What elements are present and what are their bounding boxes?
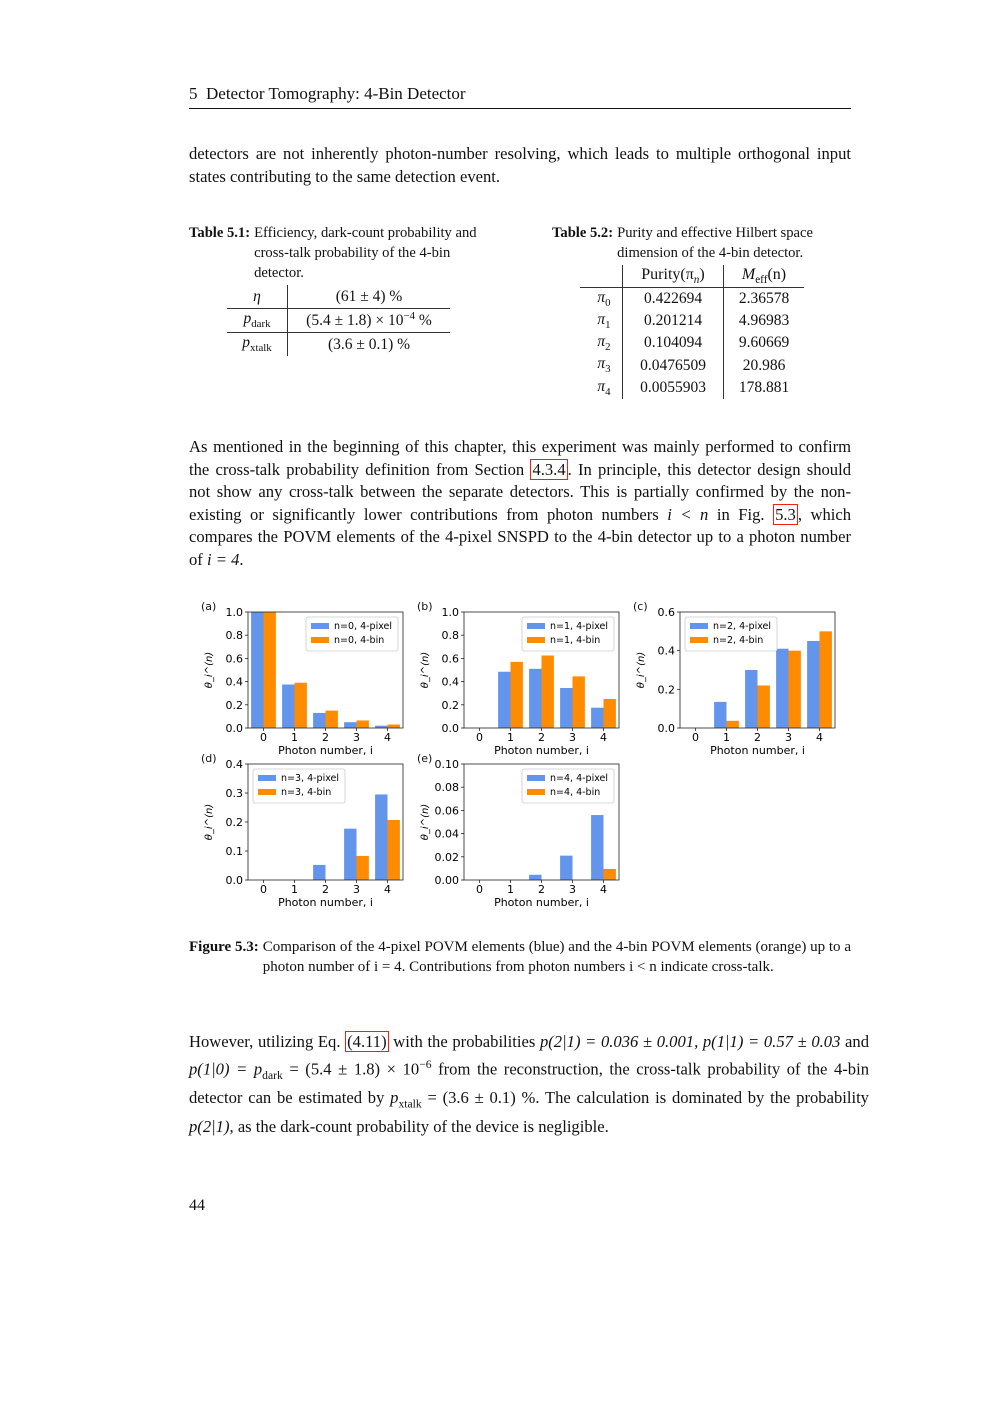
- symbol: π: [597, 311, 606, 329]
- y-tick-label: 0.2: [225, 698, 243, 712]
- equation-link[interactable]: (4.11): [347, 1032, 387, 1051]
- legend-swatch: [527, 623, 545, 629]
- x-tick-label: 1: [507, 731, 514, 744]
- y-tick-label: 0.8: [441, 629, 459, 643]
- subscript: dark: [251, 318, 271, 331]
- x-axis-label: Photon number, i: [278, 744, 373, 757]
- y-tick-label: 0.2: [225, 816, 243, 829]
- x-tick-label: 1: [291, 731, 298, 744]
- y-axis-label: θ_i^(n): [204, 803, 215, 841]
- math-sup: −6: [419, 1057, 432, 1071]
- table-label: Table 5.1:: [189, 225, 251, 241]
- bar-4-pixel: [529, 669, 541, 728]
- math: p: [390, 1088, 399, 1108]
- legend-label: n=4, 4-pixel: [550, 773, 609, 784]
- subscript: 4: [605, 385, 611, 398]
- x-tick-label: 0: [692, 731, 699, 744]
- table-row: [580, 310, 804, 332]
- x-tick-label: 0: [476, 883, 483, 896]
- y-tick-label: 0.6: [441, 652, 459, 666]
- meff-value: 20.986: [742, 356, 786, 374]
- math: i < n: [667, 504, 709, 524]
- bar-4-bin: [388, 725, 400, 728]
- y-axis-label: θ_i^(n): [420, 803, 431, 841]
- bar-4-pixel: [591, 708, 603, 728]
- text: and: [840, 1032, 870, 1051]
- panel-label: (e): [417, 752, 433, 765]
- legend-label: n=0, 4-bin: [334, 635, 385, 646]
- row-symbol: [580, 377, 623, 399]
- header-sub: n: [693, 274, 700, 287]
- x-tick-label: 0: [260, 883, 267, 896]
- math: i = 4: [206, 549, 240, 569]
- x-tick-label: 4: [600, 731, 607, 744]
- x-tick-label: 2: [754, 731, 761, 744]
- table-row: [227, 333, 450, 357]
- panel-label: (d): [201, 752, 217, 765]
- bar-chart: [193, 598, 413, 764]
- header-text: (n): [767, 266, 787, 283]
- bar-4-pixel: [344, 829, 356, 880]
- row-symbol: [580, 332, 623, 354]
- x-tick-label: 1: [507, 883, 514, 896]
- header-sub: eff: [755, 274, 768, 287]
- x-axis-label: Photon number, i: [710, 744, 805, 757]
- bar-4-pixel: [313, 865, 325, 880]
- bar-4-bin: [573, 676, 585, 728]
- plot-area: [636, 606, 835, 757]
- math: p(2|1): [189, 1116, 230, 1136]
- y-tick-label: 0.06: [434, 804, 459, 818]
- unit: %: [415, 312, 432, 330]
- table-5-1: [189, 223, 489, 356]
- x-tick-label: 4: [384, 731, 391, 744]
- header-purity: [623, 265, 724, 288]
- value-text: (5.4 ± 1.8) × 10: [306, 312, 404, 330]
- legend: [685, 617, 777, 651]
- table-row: [580, 354, 804, 376]
- meff-value: 178.881: [738, 378, 790, 396]
- bar-4-pixel: [282, 685, 294, 729]
- value: [288, 309, 451, 333]
- header-text: ): [699, 266, 705, 283]
- x-tick-label: 1: [723, 731, 730, 744]
- bar-4-pixel: [776, 649, 788, 728]
- text: in Fig.: [708, 504, 774, 524]
- y-tick-label: 0.0: [657, 722, 675, 735]
- y-tick-label: 0.08: [434, 781, 459, 795]
- page-number: 44: [189, 1197, 205, 1214]
- legend-label: n=3, 4-bin: [281, 787, 332, 798]
- x-tick-label: 1: [291, 883, 298, 896]
- bar-4-pixel: [714, 702, 726, 728]
- running-header: [189, 84, 851, 109]
- legend-label: n=0, 4-pixel: [334, 621, 393, 632]
- bar-4-pixel: [807, 641, 819, 728]
- bar-chart: [409, 598, 629, 764]
- subscript: xtalk: [250, 342, 272, 355]
- chapter-number: 5: [189, 84, 198, 103]
- legend-label: n=1, 4-pixel: [550, 621, 609, 632]
- bar-4-pixel: [375, 794, 387, 880]
- legend-label: n=4, 4-bin: [550, 787, 601, 798]
- subscript: 0: [605, 297, 611, 310]
- legend-swatch: [527, 775, 545, 781]
- legend-label: n=3, 4-pixel: [281, 773, 340, 784]
- text: . In principle, this detector design should not show any cross-talk between the separate detectors. This is partially confirmed by the non-existing or significantly lower contributions from photon numbers: [189, 459, 851, 524]
- row-symbol: [580, 354, 623, 376]
- y-tick-label: 0.0: [441, 722, 459, 735]
- text: , which compares the POVM elements of the 4-pixel SNSPD to the 4-bin detector up to a photon number of: [189, 504, 852, 569]
- plot-area: [420, 606, 619, 757]
- symbol: p: [242, 334, 251, 352]
- table-row: [580, 332, 804, 354]
- y-tick-label: 0.6: [225, 652, 243, 666]
- y-tick-label: 0.4: [225, 675, 243, 689]
- legend-label: n=1, 4-bin: [550, 635, 601, 646]
- bar-4-bin: [357, 720, 369, 728]
- x-tick-label: 4: [384, 883, 391, 896]
- legend-swatch: [690, 637, 708, 643]
- math: p(1|0) = p: [189, 1059, 263, 1079]
- math: p(2|1) = 0.036 ± 0.001, p(1|1) = 0.57 ± 0.03: [539, 1032, 841, 1051]
- plot-area: [204, 758, 403, 909]
- symbol: π: [597, 355, 606, 373]
- legend-swatch: [311, 623, 329, 629]
- y-tick-label: 0.0: [225, 722, 243, 735]
- section-link[interactable]: 4.3.4: [532, 459, 566, 479]
- legend: [253, 769, 345, 803]
- bar-4-pixel: [498, 672, 510, 728]
- purity-value: 0.0055903: [623, 377, 724, 399]
- text: from the reconstruction, the cross-talk probability of the 4-bin detector can be estimated by: [189, 1059, 870, 1108]
- bar-4-bin: [789, 651, 801, 728]
- y-tick-label: 0.02: [434, 850, 459, 864]
- x-tick-label: 3: [353, 731, 360, 744]
- text: .: [239, 549, 244, 569]
- panel-label: (c): [633, 600, 648, 613]
- bar-chart: [409, 750, 629, 916]
- table-caption: Efficiency, dark-count probability and cross-talk probability of the 4-bin detector.: [254, 225, 477, 281]
- meff-value: 4.96983: [738, 312, 790, 330]
- bar-4-bin: [388, 820, 400, 880]
- paragraph-intro: detectors are not inherently photon-number resolving, which leads to multiple orthogonal input states contributing to the same detection event.: [189, 144, 851, 186]
- x-tick-label: 3: [569, 883, 576, 896]
- x-tick-label: 4: [816, 731, 823, 744]
- x-tick-label: 2: [538, 731, 545, 744]
- bar-chart: [625, 598, 845, 764]
- bar-4-pixel: [745, 670, 757, 728]
- y-tick-label: 1.0: [441, 606, 459, 619]
- math-sub: dark: [262, 1068, 283, 1082]
- bar-4-pixel: [529, 875, 541, 880]
- figure-caption-text: Comparison of the 4-pixel POVM elements (blue) and the 4-bin POVM elements (orange) up to a photon number of i = 4. Contributions from photon numbers i < n indicate cross-talk.: [262, 939, 851, 975]
- x-tick-label: 3: [569, 731, 576, 744]
- table-row: [227, 285, 450, 309]
- legend: [522, 769, 614, 803]
- bar-4-bin: [758, 685, 770, 728]
- bar-4-bin: [604, 699, 616, 728]
- purity-value: 0.201214: [623, 310, 724, 332]
- header-meff: [724, 265, 805, 288]
- header-text: Purity(π: [641, 266, 694, 283]
- bar-4-bin: [604, 869, 616, 880]
- value: (3.6 ± 0.1) %: [288, 333, 451, 357]
- x-tick-label: 0: [260, 731, 267, 744]
- chapter-title: Detector Tomography: 4-Bin Detector: [206, 84, 466, 103]
- text: . The calculation is dominated by the probability: [535, 1088, 869, 1108]
- y-tick-label: 0.2: [657, 683, 675, 697]
- symbol: π: [597, 289, 606, 307]
- panel-label: (a): [201, 600, 217, 613]
- y-tick-label: 1.0: [225, 606, 243, 619]
- x-tick-label: 2: [322, 883, 329, 896]
- text: with the probabilities: [388, 1032, 540, 1051]
- math: = (3.6 ± 0.1) %: [421, 1088, 536, 1108]
- y-tick-label: 0.3: [225, 787, 243, 800]
- table-row: [580, 288, 804, 311]
- x-tick-label: 2: [538, 883, 545, 896]
- y-axis-label: θ_i^(n): [204, 651, 215, 689]
- bar-4-pixel: [560, 856, 572, 880]
- x-axis-label: Photon number, i: [494, 744, 589, 757]
- x-tick-label: 4: [600, 883, 607, 896]
- bar-4-pixel: [560, 688, 572, 728]
- y-tick-label: 0.4: [441, 675, 459, 689]
- table-row: [580, 377, 804, 399]
- legend: [522, 617, 614, 651]
- legend-swatch: [258, 789, 276, 795]
- bar-4-bin: [542, 656, 554, 729]
- text: However, utilizing Eq.: [189, 1032, 346, 1051]
- legend-label: n=2, 4-pixel: [713, 621, 772, 632]
- value: (61 ± 4) %: [335, 287, 403, 305]
- y-axis-label: θ_i^(n): [636, 651, 647, 689]
- meff-value: 9.60669: [738, 334, 790, 352]
- legend-swatch: [527, 637, 545, 643]
- panel-label: (b): [417, 600, 433, 613]
- y-axis-label: θ_i^(n): [420, 651, 431, 689]
- math-sub: xtalk: [398, 1097, 422, 1111]
- y-tick-label: 0.6: [657, 606, 675, 619]
- table-row: [227, 309, 450, 333]
- y-tick-label: 0.8: [225, 629, 243, 643]
- legend-label: n=2, 4-bin: [713, 635, 764, 646]
- math: = (5.4 ± 1.8) × 10: [282, 1059, 420, 1079]
- text: , as the dark-count probability of the device is negligible.: [229, 1116, 609, 1136]
- plot-area: [420, 758, 619, 909]
- subscript: 3: [605, 363, 611, 376]
- table-efficiency: [227, 285, 450, 356]
- subscript: 1: [605, 319, 611, 332]
- row-symbol: [580, 288, 623, 311]
- figure-link[interactable]: 5.3: [775, 504, 796, 524]
- x-axis-label: Photon number, i: [278, 896, 373, 909]
- bar-4-bin: [511, 662, 523, 728]
- x-tick-label: 3: [785, 731, 792, 744]
- exponent: −4: [403, 310, 416, 323]
- y-tick-label: 0.10: [434, 758, 459, 771]
- bar-4-pixel: [251, 612, 263, 728]
- y-tick-label: 0.0: [225, 874, 243, 887]
- bar-4-bin: [357, 856, 369, 880]
- bar-4-bin: [820, 631, 832, 728]
- symbol: p: [243, 310, 252, 328]
- table-caption: Purity and effective Hilbert space dimension of the 4-bin detector.: [617, 225, 813, 261]
- legend-swatch: [690, 623, 708, 629]
- figure-label: Figure 5.3:: [189, 939, 259, 955]
- symbol: η: [253, 287, 261, 305]
- subscript: 2: [605, 341, 611, 354]
- bar-4-bin: [326, 711, 338, 728]
- header-text: M: [741, 266, 756, 283]
- bar-4-pixel: [313, 713, 325, 728]
- bar-4-pixel: [344, 722, 356, 728]
- paragraph-crosstalk: [189, 436, 851, 572]
- table-purity: [580, 265, 804, 399]
- bar-4-bin: [295, 683, 307, 728]
- x-axis-label: Photon number, i: [494, 896, 589, 909]
- legend-swatch: [258, 775, 276, 781]
- y-tick-label: 0.04: [434, 827, 459, 841]
- figure-caption: [189, 937, 851, 977]
- table-label: Table 5.2:: [552, 225, 614, 241]
- bar-4-pixel: [591, 815, 603, 880]
- meff-value: 2.36578: [738, 290, 790, 308]
- legend-swatch: [527, 789, 545, 795]
- bar-4-bin: [264, 612, 276, 728]
- x-tick-label: 2: [322, 731, 329, 744]
- legend-swatch: [311, 637, 329, 643]
- text: As mentioned in the beginning of this chapter, this experiment was mainly performed to confirm the cross-talk probability definition from Section: [189, 437, 851, 479]
- x-tick-label: 0: [476, 731, 483, 744]
- purity-value: 0.422694: [623, 288, 724, 311]
- purity-value: 0.104094: [623, 332, 724, 354]
- bar-chart: [193, 750, 413, 916]
- y-tick-label: 0.2: [441, 698, 459, 712]
- y-tick-label: 0.4: [225, 758, 243, 771]
- bar-4-bin: [727, 721, 739, 728]
- paragraph-estimate: [189, 1031, 869, 1139]
- table-header-row: [580, 265, 804, 288]
- symbol: π: [597, 333, 606, 351]
- plot-area: [204, 606, 403, 757]
- y-tick-label: 0.00: [434, 874, 459, 887]
- y-tick-label: 0.4: [657, 644, 675, 658]
- y-tick-label: 0.1: [225, 845, 243, 858]
- symbol: π: [597, 377, 606, 395]
- x-tick-label: 3: [353, 883, 360, 896]
- row-symbol: [580, 310, 623, 332]
- table-5-2: [552, 223, 852, 399]
- purity-value: 0.0476509: [623, 354, 724, 376]
- legend: [306, 617, 398, 651]
